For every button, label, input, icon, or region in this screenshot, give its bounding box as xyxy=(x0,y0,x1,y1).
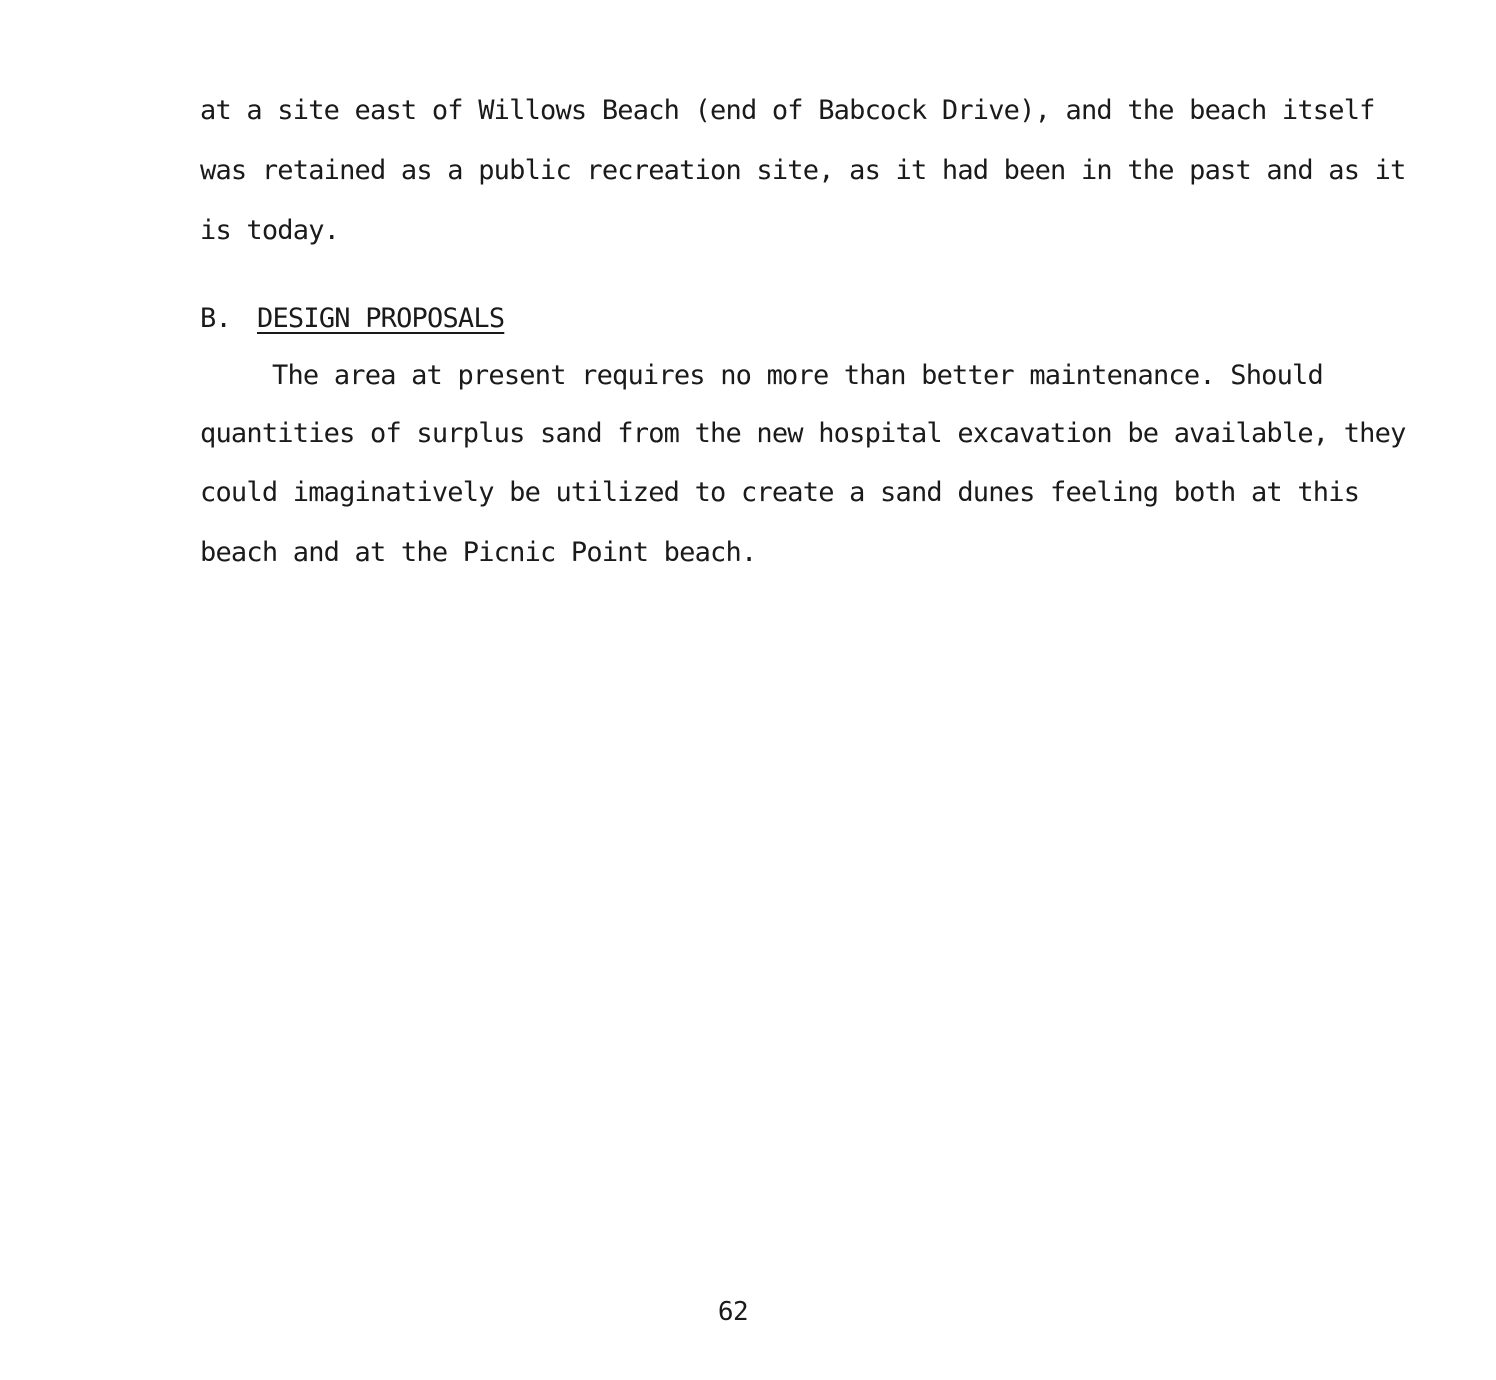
paragraph-line: The area at present requires no more than better maintenance. Should xyxy=(272,360,1323,391)
text-line: was retained as a public recreation site, as it had been in the past and as it xyxy=(200,155,1406,186)
page-number: 62 xyxy=(717,1297,749,1327)
paragraph-line: could imaginatively be utilized to create a sand dunes feeling both at this xyxy=(200,477,1360,508)
section-heading xyxy=(200,303,504,335)
section-title: DESIGN PROPOSALS xyxy=(257,303,505,334)
section-label: B. xyxy=(200,303,231,334)
text-line: at a site east of Willows Beach (end of Babcock Drive), and the beach itself xyxy=(200,95,1375,126)
paragraph-line: beach and at the Picnic Point beach. xyxy=(200,537,757,568)
text-line: is today. xyxy=(200,215,340,246)
paragraph-line: quantities of surplus sand from the new hospital excavation be available, they xyxy=(200,418,1406,449)
